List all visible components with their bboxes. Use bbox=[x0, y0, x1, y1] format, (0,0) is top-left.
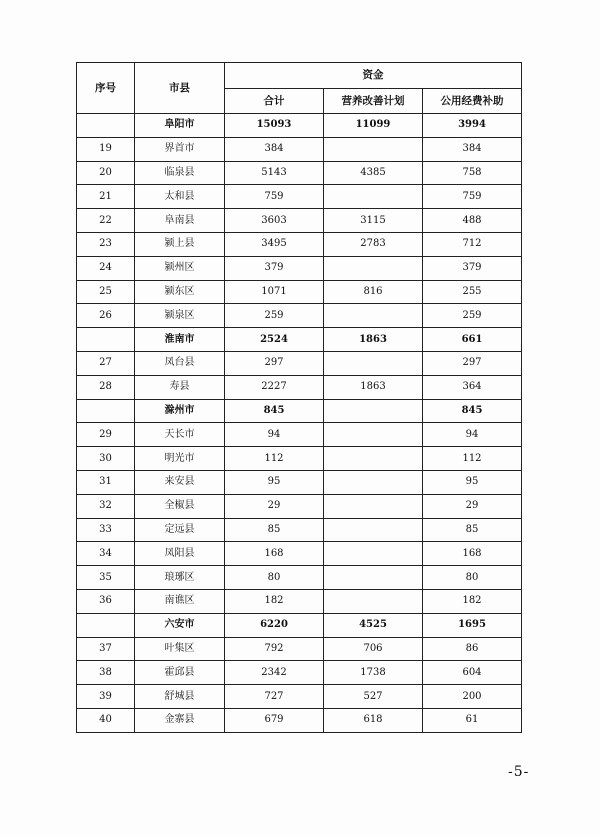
cell-nutrition bbox=[324, 256, 423, 280]
table-row bbox=[77, 661, 522, 685]
cell-county: 明光市 bbox=[135, 447, 225, 471]
cell-total: 94 bbox=[225, 423, 324, 447]
cell-subsidy: 1695 bbox=[423, 613, 522, 637]
cell-total: 182 bbox=[225, 589, 324, 613]
cell-subsidy: 259 bbox=[423, 304, 522, 328]
cell-seq: 30 bbox=[77, 447, 135, 471]
cell-nutrition bbox=[324, 423, 423, 447]
cell-total: 2342 bbox=[225, 661, 324, 685]
cell-total: 3603 bbox=[225, 209, 324, 233]
cell-county: 颍东区 bbox=[135, 280, 225, 304]
cell-total: 29 bbox=[225, 494, 324, 518]
cell-county: 霍邱县 bbox=[135, 661, 225, 685]
cell-subsidy: 95 bbox=[423, 470, 522, 494]
cell-county: 天长市 bbox=[135, 423, 225, 447]
cell-seq: 26 bbox=[77, 304, 135, 328]
cell-seq: 40 bbox=[77, 708, 135, 732]
cell-subsidy: 85 bbox=[423, 518, 522, 542]
cell-total: 384 bbox=[225, 137, 324, 161]
cell-nutrition bbox=[324, 542, 423, 566]
cell-total: 15093 bbox=[225, 114, 324, 138]
city-subtotal-row bbox=[77, 114, 522, 138]
table-row bbox=[77, 494, 522, 518]
cell-nutrition bbox=[324, 137, 423, 161]
cell-nutrition bbox=[324, 589, 423, 613]
cell-nutrition bbox=[324, 518, 423, 542]
header-total: 合计 bbox=[225, 89, 324, 114]
cell-subsidy: 604 bbox=[423, 661, 522, 685]
table-row bbox=[77, 256, 522, 280]
cell-county: 太和县 bbox=[135, 185, 225, 209]
cell-subsidy: 200 bbox=[423, 685, 522, 709]
cell-nutrition: 2783 bbox=[324, 232, 423, 256]
table-row bbox=[77, 209, 522, 233]
table-row bbox=[77, 423, 522, 447]
table-body bbox=[77, 114, 522, 733]
cell-nutrition bbox=[324, 304, 423, 328]
table-row bbox=[77, 518, 522, 542]
cell-total: 80 bbox=[225, 566, 324, 590]
cell-county: 淮南市 bbox=[135, 328, 225, 352]
cell-subsidy: 80 bbox=[423, 566, 522, 590]
table-row bbox=[77, 685, 522, 709]
cell-county: 颍上县 bbox=[135, 232, 225, 256]
cell-seq: 22 bbox=[77, 209, 135, 233]
cell-nutrition: 618 bbox=[324, 708, 423, 732]
cell-seq: 31 bbox=[77, 470, 135, 494]
cell-county: 阜阳市 bbox=[135, 114, 225, 138]
cell-nutrition bbox=[324, 470, 423, 494]
cell-total: 792 bbox=[225, 637, 324, 661]
table-row bbox=[77, 280, 522, 304]
cell-county: 定远县 bbox=[135, 518, 225, 542]
cell-subsidy: 712 bbox=[423, 232, 522, 256]
cell-subsidy: 112 bbox=[423, 447, 522, 471]
cell-county: 凤阳县 bbox=[135, 542, 225, 566]
table-row bbox=[77, 566, 522, 590]
cell-seq: 32 bbox=[77, 494, 135, 518]
header-seq: 序号 bbox=[77, 63, 135, 114]
cell-nutrition: 1738 bbox=[324, 661, 423, 685]
cell-seq: 27 bbox=[77, 351, 135, 375]
cell-total: 259 bbox=[225, 304, 324, 328]
cell-subsidy: 488 bbox=[423, 209, 522, 233]
cell-seq bbox=[77, 114, 135, 138]
header-public-subsidy: 公用经费补助 bbox=[423, 89, 522, 114]
cell-county: 颍州区 bbox=[135, 256, 225, 280]
cell-seq: 25 bbox=[77, 280, 135, 304]
cell-seq: 36 bbox=[77, 589, 135, 613]
table-row bbox=[77, 161, 522, 185]
city-subtotal-row bbox=[77, 613, 522, 637]
cell-seq: 39 bbox=[77, 685, 135, 709]
cell-total: 5143 bbox=[225, 161, 324, 185]
cell-county: 凤台县 bbox=[135, 351, 225, 375]
cell-subsidy: 297 bbox=[423, 351, 522, 375]
table-row bbox=[77, 304, 522, 328]
cell-subsidy: 758 bbox=[423, 161, 522, 185]
cell-nutrition: 4385 bbox=[324, 161, 423, 185]
cell-nutrition: 527 bbox=[324, 685, 423, 709]
cell-subsidy: 661 bbox=[423, 328, 522, 352]
table-row bbox=[77, 375, 522, 399]
table-row bbox=[77, 185, 522, 209]
cell-subsidy: 379 bbox=[423, 256, 522, 280]
cell-county: 来安县 bbox=[135, 470, 225, 494]
cell-subsidy: 759 bbox=[423, 185, 522, 209]
cell-total: 95 bbox=[225, 470, 324, 494]
cell-seq bbox=[77, 399, 135, 423]
cell-nutrition bbox=[324, 351, 423, 375]
cell-seq: 28 bbox=[77, 375, 135, 399]
cell-county: 南谯区 bbox=[135, 589, 225, 613]
cell-seq: 24 bbox=[77, 256, 135, 280]
cell-nutrition bbox=[324, 447, 423, 471]
table-row bbox=[77, 470, 522, 494]
cell-seq: 33 bbox=[77, 518, 135, 542]
cell-nutrition: 816 bbox=[324, 280, 423, 304]
cell-subsidy: 94 bbox=[423, 423, 522, 447]
table-row bbox=[77, 542, 522, 566]
cell-total: 759 bbox=[225, 185, 324, 209]
page-number: -5- bbox=[508, 764, 530, 780]
cell-seq: 38 bbox=[77, 661, 135, 685]
cell-nutrition: 4525 bbox=[324, 613, 423, 637]
cell-total: 2227 bbox=[225, 375, 324, 399]
cell-total: 679 bbox=[225, 708, 324, 732]
cell-seq: 19 bbox=[77, 137, 135, 161]
cell-nutrition bbox=[324, 399, 423, 423]
table-row bbox=[77, 137, 522, 161]
cell-nutrition: 706 bbox=[324, 637, 423, 661]
cell-total: 85 bbox=[225, 518, 324, 542]
cell-nutrition bbox=[324, 566, 423, 590]
table-row bbox=[77, 351, 522, 375]
table-row bbox=[77, 447, 522, 471]
cell-total: 727 bbox=[225, 685, 324, 709]
cell-seq: 37 bbox=[77, 637, 135, 661]
cell-total: 379 bbox=[225, 256, 324, 280]
cell-total: 112 bbox=[225, 447, 324, 471]
cell-county: 寿县 bbox=[135, 375, 225, 399]
cell-subsidy: 29 bbox=[423, 494, 522, 518]
cell-seq bbox=[77, 328, 135, 352]
cell-county: 颍泉区 bbox=[135, 304, 225, 328]
cell-total: 845 bbox=[225, 399, 324, 423]
header-nutrition: 营养改善计划 bbox=[324, 89, 423, 114]
funds-table bbox=[76, 62, 522, 733]
cell-subsidy: 255 bbox=[423, 280, 522, 304]
cell-nutrition: 1863 bbox=[324, 328, 423, 352]
cell-subsidy: 364 bbox=[423, 375, 522, 399]
cell-county: 琅琊区 bbox=[135, 566, 225, 590]
cell-county: 叶集区 bbox=[135, 637, 225, 661]
cell-county: 界首市 bbox=[135, 137, 225, 161]
cell-nutrition: 11099 bbox=[324, 114, 423, 138]
cell-subsidy: 845 bbox=[423, 399, 522, 423]
cell-county: 六安市 bbox=[135, 613, 225, 637]
cell-total: 6220 bbox=[225, 613, 324, 637]
cell-subsidy: 182 bbox=[423, 589, 522, 613]
cell-subsidy: 384 bbox=[423, 137, 522, 161]
cell-subsidy: 61 bbox=[423, 708, 522, 732]
cell-nutrition: 3115 bbox=[324, 209, 423, 233]
table-row bbox=[77, 589, 522, 613]
cell-seq: 23 bbox=[77, 232, 135, 256]
cell-total: 2524 bbox=[225, 328, 324, 352]
header-county: 市县 bbox=[135, 63, 225, 114]
cell-subsidy: 168 bbox=[423, 542, 522, 566]
cell-total: 297 bbox=[225, 351, 324, 375]
cell-seq bbox=[77, 613, 135, 637]
table-row bbox=[77, 637, 522, 661]
table-row bbox=[77, 708, 522, 732]
header-funds: 资金 bbox=[225, 63, 522, 89]
cell-county: 滁州市 bbox=[135, 399, 225, 423]
cell-seq: 34 bbox=[77, 542, 135, 566]
cell-seq: 29 bbox=[77, 423, 135, 447]
header-row-1 bbox=[77, 63, 522, 89]
cell-total: 1071 bbox=[225, 280, 324, 304]
cell-seq: 20 bbox=[77, 161, 135, 185]
cell-nutrition: 1863 bbox=[324, 375, 423, 399]
cell-county: 金寨县 bbox=[135, 708, 225, 732]
cell-nutrition bbox=[324, 494, 423, 518]
cell-subsidy: 86 bbox=[423, 637, 522, 661]
cell-total: 168 bbox=[225, 542, 324, 566]
cell-seq: 35 bbox=[77, 566, 135, 590]
cell-total: 3495 bbox=[225, 232, 324, 256]
cell-subsidy: 3994 bbox=[423, 114, 522, 138]
cell-county: 阜南县 bbox=[135, 209, 225, 233]
table-row bbox=[77, 232, 522, 256]
cell-county: 临泉县 bbox=[135, 161, 225, 185]
cell-seq: 21 bbox=[77, 185, 135, 209]
cell-nutrition bbox=[324, 185, 423, 209]
cell-county: 舒城县 bbox=[135, 685, 225, 709]
city-subtotal-row bbox=[77, 328, 522, 352]
city-subtotal-row bbox=[77, 399, 522, 423]
cell-county: 全椒县 bbox=[135, 494, 225, 518]
